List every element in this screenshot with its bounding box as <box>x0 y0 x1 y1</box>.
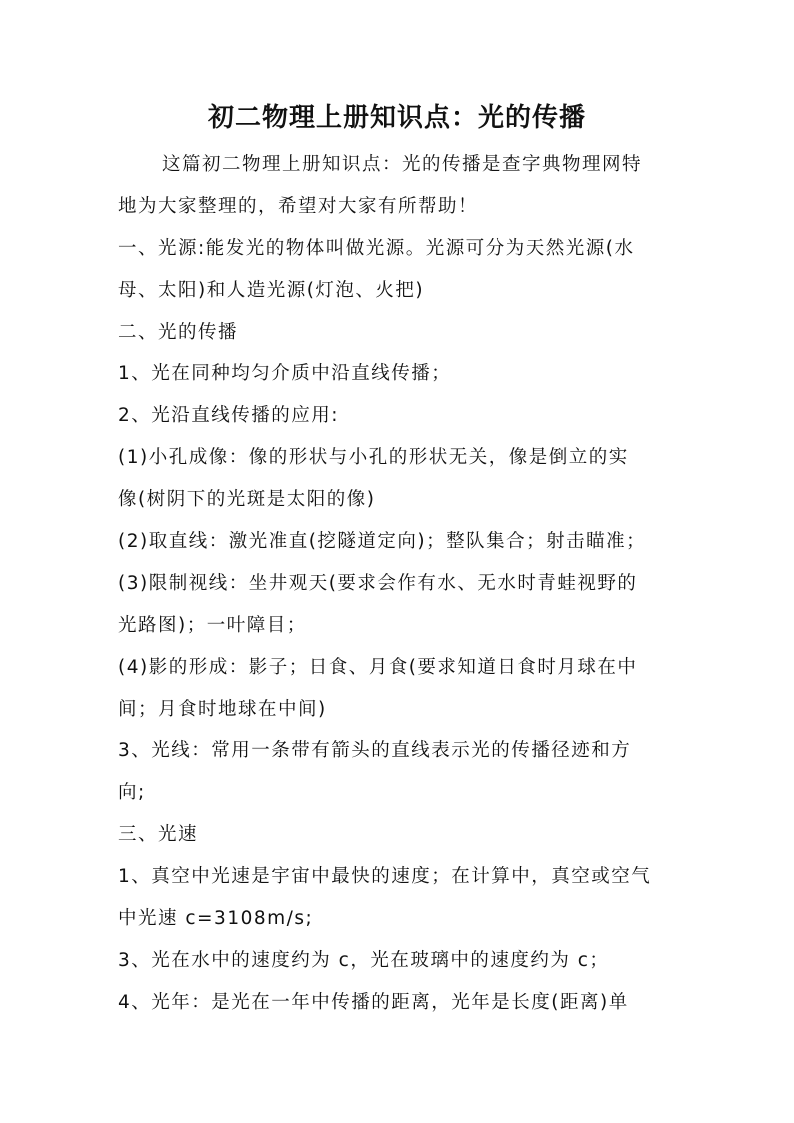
document-title: 初二物理上册知识点：光的传播 <box>207 103 586 133</box>
speed-point-1-line-1: 1、真空中光速是宇宙中最快的速度；在计算中，真空或空气 <box>118 866 652 888</box>
point-2: 2、光沿直线传播的应用: <box>118 405 340 427</box>
speed-point-3: 3、光在水中的速度约为 c，光在玻璃中的速度约为 c； <box>118 949 610 971</box>
subpoint-4-line-2: 间；月食时地球在中间) <box>118 698 327 720</box>
point-3-line-2: 向; <box>118 782 146 804</box>
intro-line-1: 这篇初二物理上册知识点：光的传播是查字典物理网特 <box>162 154 643 175</box>
section-2-heading: 二、光的传播 <box>118 321 239 343</box>
subpoint-3-line-1: (3)限制视线：坐井观天(要求会作有水、无水时青蛙视野的 <box>118 572 638 594</box>
subpoint-2: (2)取直线：激光准直(挖隧道定向)；整队集合；射击瞄准； <box>118 531 647 553</box>
subpoint-4-line-1: (4)影的形成：影子；日食、月食(要求知道日食时月球在中 <box>118 656 638 678</box>
subpoint-3-line-2: 光路图)；一叶障目； <box>118 614 307 636</box>
section-1-line-2: 母、太阳)和人造光源(灯泡、火把) <box>118 279 425 301</box>
section-3-heading: 三、光速 <box>118 824 199 846</box>
point-3-line-1: 3、光线：常用一条带有箭头的直线表示光的传播径迹和方 <box>118 740 632 762</box>
subpoint-1-line-2: 像(树阴下的光斑是太阳的像) <box>118 489 376 511</box>
speed-point-1-line-2: 中光速 c=3108m/s; <box>118 908 314 930</box>
section-1-line-1: 一、光源:能发光的物体叫做光源。光源可分为天然光源(水 <box>118 237 635 259</box>
point-1: 1、光在同种均匀介质中沿直线传播； <box>118 363 452 385</box>
document-body <box>118 144 678 1024</box>
subpoint-1-line-1: (1)小孔成像：像的形状与小孔的形状无关，像是倒立的实 <box>118 447 629 469</box>
intro-line-2: 地为大家整理的，希望对大家有所帮助！ <box>118 195 479 217</box>
speed-point-4: 4、光年：是光在一年中传播的距离，光年是长度(距离)单 <box>118 991 629 1013</box>
